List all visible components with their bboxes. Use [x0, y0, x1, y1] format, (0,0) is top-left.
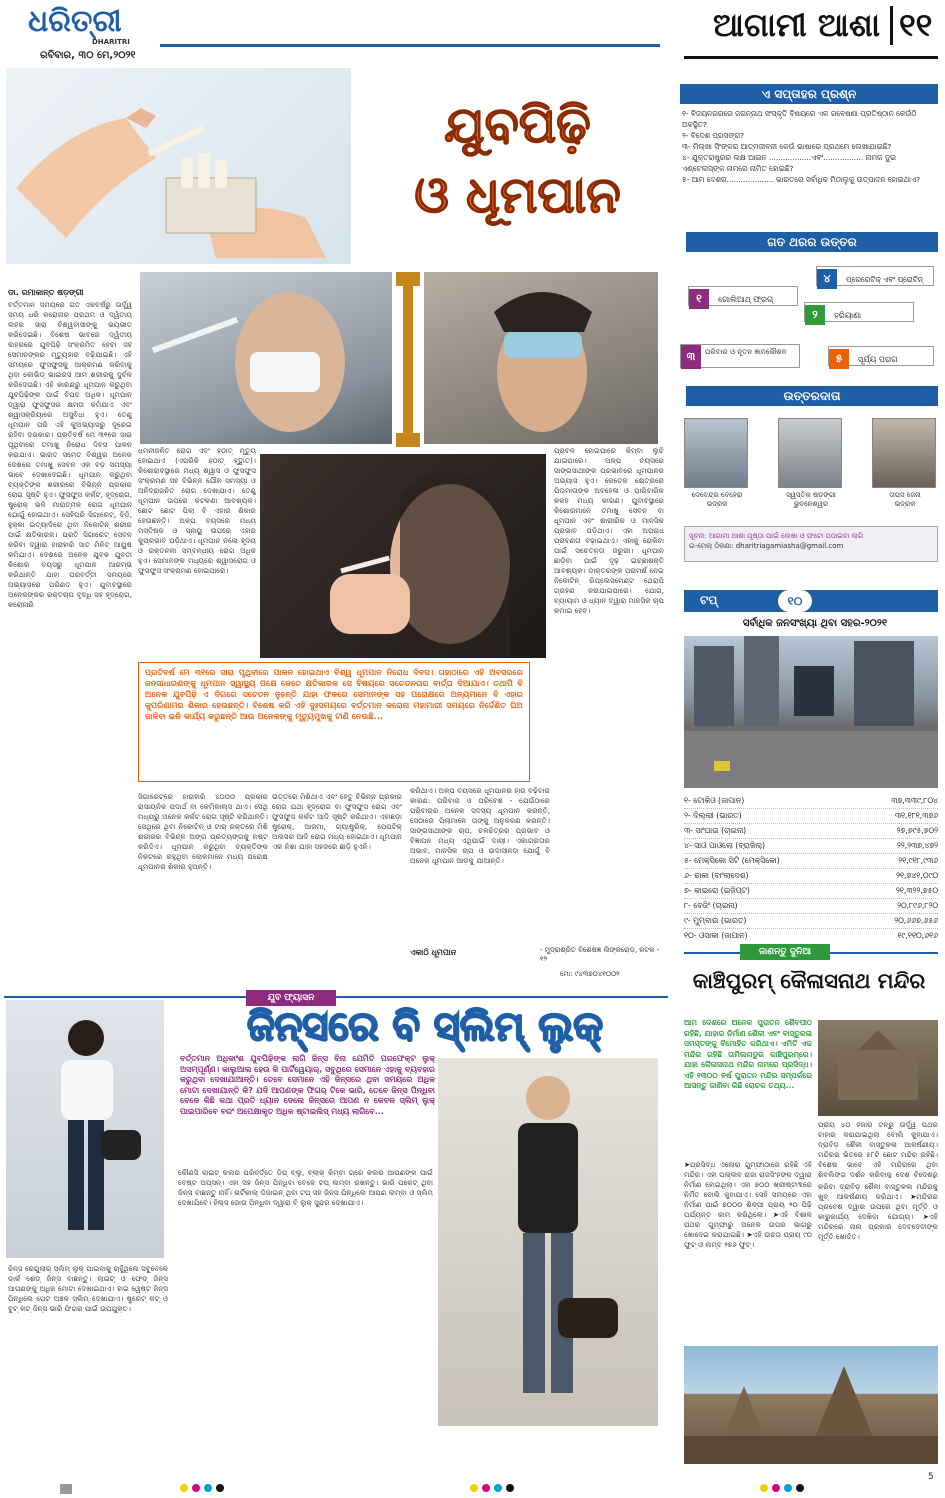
solver-place: ଭଦ୍ରକ	[894, 500, 916, 508]
author-phone: ମୋ: ୯୪୩୭୦୪୧୦୦୨	[560, 970, 620, 978]
top10-table	[684, 794, 938, 940]
logo-text: ଧରିତ୍ରୀ	[28, 4, 122, 39]
quiz-question: ୩- ମିଲ୍ଖା ସିଂଙ୍କର ଆତ୍ମଜୀବନୀ କେଉଁ ଭାଷାରେ ପ୍ରଥମେ ଲେଖାଯାଇଛି?	[682, 142, 892, 151]
top10-label: ଟପ୍	[700, 593, 718, 607]
pull-quote-text: ପ୍ରତିବର୍ଷ ମେ ୩୧ରେ ସାରା ପୃଥିବୀରେ ପାଳନ ହୋଇଥାଏ ବିଶ୍ୱ ଧୂମପାନ ନିରୋଧ ଦିବସ। ତାହାଠାରେ ଏହି ଅବସରରେ ଜନସାଧାରଣଙ୍କୁ ଧୂମପାନ ସ୍ୱାସ୍ଥ୍ୟ ପକ୍ଷେ କେତେ କ୍ଷତିକାରକ ସେ ବିଷୟରେ ସଚେତନତାର ବାର୍ତ୍ତା ଦିଆଯାଏ। ତଥାପି ବି ଅନେକ ଯୁବପିଢ଼ି ଏ ଦିଗରେ ସଚେତନ ନୁହନ୍ତି ଯାହା ଫଳରେ ସେମାନଙ୍କ ସହ ପରୋକ୍ଷରେ ଅନ୍ୟମାନେ ବି ଏହାର କୁପରିଣାମର ଶିକାର ହେଉଛନ୍ତି। ବିଶେଷ କରି ଏହି ଦୁଃସମୟରେ ବର୍ତ୍ତମାନ କରୋନା ମହାମାରୀ ସମୟରେ ନିର୍ଦ୍ଦେଶିତ ଘିଅ ଜାଳିବା ଭଳି କାର୍ଯ୍ୟ କରୁଛନ୍ତି ଆଉ ଅନେକଙ୍କୁ ମୃତ୍ୟୁମୁଖକୁ ଟାଣି ନେଉଛି...	[145, 667, 523, 721]
fashion-tag: ଯୁବ ଫ୍ୟାସନ	[246, 990, 336, 1006]
table-row	[684, 914, 938, 929]
quiz-question: ୫- ଆମ ଦେଶର.................... ଭାରତରେ ସର୍ବାଧିକ ମିଠାଲୁକୁ ଉତ୍ପାଦନ ହୋଇଥାଏ?	[682, 175, 920, 184]
fashion-body-mid: କୌଣସି ଲାଇଟ୍ କଲର ପରିବର୍ତ୍ତେ ଡିପ୍ ବ୍ଲୁ, ବ୍ଲାକ୍ କିମ୍ବା ଗ୍ରେ କଲର ଆପଣଙ୍କ ପାଇଁ ବେଷ୍ଟ ଅପ୍ସନ୍। ଏହା ସହ ଜିନ୍ସ ପିନ୍ଧିବା ବେଳେ ଟପ୍ ଲମ୍ବା ରଖନ୍ତୁ। ଭାରି ପକେଟ୍ ଥିବା ଜିନ୍ସ ବାଛନ୍ତୁ ନାହିଁ। ଭର୍ଟିକାଲ୍ ଡିଜାଇନ୍ ଥିବା ଟପ୍ ସହ ଜିନ୍ସ ପିନ୍ଧିଲେ ଆପଣ ଲମ୍ବା ଓ ସ୍ଲିମ୍ ଦେଖାଯିବେ। ହିଲ୍ସ ଜୋତା ପିନ୍ଧିବା ଦ୍ୱାରା ବି ଲୁକ୍ ସୁନ୍ଦର ଦେଖାଯାଏ।	[178, 1168, 433, 1207]
answer-text: ପ୍ରେରେଟିକ୍ ଏବଂ ପ୍ରୋଟିନ୍	[846, 275, 923, 284]
quiz-box	[680, 84, 938, 226]
city-pop: ୨୭,୭୯୫,୭୦୨	[896, 826, 938, 835]
answer-item	[804, 302, 914, 322]
solver-card	[872, 418, 938, 520]
kailasa-temple-photo	[684, 1346, 938, 1464]
answer-item	[828, 346, 934, 366]
solver-place: ଭୁବନେଶ୍ୱର	[793, 500, 829, 508]
world-body-right: କରିବା ଦ୍ରାବିଡ଼ ଶୈଳୀ ବାସ୍ତୁକଳା ମନ୍ଦିରକୁ ଖୁବ୍ ଆକର୍ଷଣୀୟ କରିଥାଏ। ➤ମନ୍ଦିରର ପ୍ରବେଶ ଦ୍ୱାର ଉପରେ ଥିବା ମୂର୍ତ୍ତି ଓ କାରୁକାର୍ଯ୍ୟ ଦେଖିବା ଯୋଗ୍ୟ। ➤ଏହି ମନ୍ଦିରରେ ନାନା ପ୍ରକାର ଦେବଦେବୀଙ୍କ ମୂର୍ତ୍ତି ଖୋଦିତ।	[818, 1182, 938, 1241]
answer-text: ପରିବାର ଓ ନୂତନ ଜ୍ଞାନକୌଶଳ	[705, 347, 787, 356]
no-smoking-illustration	[6, 68, 351, 264]
answer-text: ଗୋଲିଆଥ୍ ଫ୍ରଗ୍	[718, 295, 774, 304]
world-body-left: ➤ପ୍ରସିଦ୍ଧ ଏଲୋରା ଗୁମ୍ଫାଠାରେ ରହିଛି ଏହି ମନ୍ଦିର। ଏହା ପଲ୍ଲବ ରାଜା ରାଜସିଂହଙ୍କ ଦ୍ୱାରା ନିର୍ମାଣ ହୋଇଥିଲା। ଏହା ୭୦୦ ଖ୍ରୀଷ୍ଟାବ୍ଦରେ ନିର୍ମିତ ବୋଲି କୁହାଯାଏ। ସେହି ସମୟରେ ଏହା ନିର୍ମାଣ ପାଇଁ ୭୦୦୦ ଶିଳ୍ପୀ ପ୍ରାୟ ୨୦ ପିଢ଼ି ପର୍ଯ୍ୟନ୍ତ କାମ କରିଥିଲେ। ➤ଏହି ବିଶାଳ ପଥର ଗୁମ୍ଫାରୁ ଅନେକ ଉପର ଭାଗରୁ ଖୋଦେଇ କରାଯାଇଛି। ➤ଏହି ଉଚ୍ଚତା ପ୍ରାୟ ୯୦ ଫୁଟ୍ ଓ ଲମ୍ବ ୨୭୬ ଫୁଟ୍।	[684, 1160, 812, 1249]
world-headline: କାଞ୍ଚିପୁରମ୍ କୈଳାସନାଥ ମନ୍ଦିର	[692, 969, 926, 993]
table-row	[684, 809, 938, 824]
i-beam-graphic	[396, 272, 420, 447]
no-smoking-hand-photo	[6, 68, 351, 264]
footer-bar	[0, 1472, 945, 1498]
city-pop: ୩୭,୩୩୯,୮୦୪	[891, 796, 938, 805]
answer-item	[816, 266, 934, 286]
man-mask-smoking-photo	[424, 272, 658, 444]
logo	[28, 4, 158, 44]
quiz-question: ୨- ବିଦେଶ ପ୍ରସଙ୍ଗ?	[682, 131, 745, 140]
solvers-note	[684, 526, 938, 562]
article-col1: ବର୍ତ୍ତମାନ ସମୟରେ ଗତ ଏକବର୍ଷରୁ ଊର୍ଦ୍ଧ୍ୱ ସମୟ ଧରି କରୋନାର ପ୍ରଥମ ଓ ଦ୍ୱିତୀୟ ଲହର ସାରା ବିଶ୍ୱବାସୀଙ୍କୁ ଭୟଭୀତ କରିଦେଇଛି। ବିଶେଷ ଭାବରେ ଦ୍ୱିତୀୟ ଲହରରେ ଯୁବପିଢ଼ି ସଂକ୍ରମିତ ହେବା ସହ ସେମାନଙ୍କର ମୃତ୍ୟୁହାର ବଢ଼ିଯାଇଛି। ଏହି ସମୟରେ ଫୁସଫୁସକୁ ଆକ୍ରମଣ କରିବାକୁ ଥିବା କୋଭିଡ୍ ଭାଇରସ ଆମ ଶରୀରକୁ ଦୁର୍ବଳ କରିଦେଉଛି। ଏହି କାରଣରୁ ଧୂମପାନ କରୁଥିବା ଯୁବପିଢ଼ିଙ୍କ ପାଇଁ ବିପଦ ଅଧିକ। ଧୂମପାନ ଦ୍ୱାରା ଫୁସଫୁସର କ୍ଷମତା କମିଯାଏ ଏବଂ ଶ୍ୱାସକ୍ରିୟାରେ ଅସୁବିଧା ହୁଏ। ତେଣୁ ଧୂମପାନ ପରି ଏହି କୁଅଭ୍ୟାସରୁ ଦୂରେଇ ରହିବା ଦରକାର। ପ୍ରତିବର୍ଷ ମେ ୩୧ରେ ସାରା ପୃଥିବୀରେ ତମାଖୁ ନିରୋଧ ଦିବସ ପାଳନ କରାଯାଏ। ଭାରତ ସମେତ ବିଶ୍ୱର ଅନେକ ଦେଶରେ ତମାଖୁ ସେବନ ଏକ ବଡ଼ ସମସ୍ୟା ଭାବେ ଦେଖାଦେଇଛି। ଧୂମପାନ କରୁଥିବା ବ୍ୟକ୍ତିଙ୍କ ଶରୀରରେ ବିଭିନ୍ନ ପ୍ରକାର ରୋଗ ସୃଷ୍ଟି ହୁଏ। ଫୁସଫୁସ କର୍କଟ, ହୃଦ୍ରୋଗ, ଷ୍ଟ୍ରୋକ୍ ଭଳି ମାରାତ୍ମକ ରୋଗ ଧୂମପାନ ଯୋଗୁଁ ହୋଇଥାଏ। ସେହିପରି ସିଗାରେଟ୍, ବିଡ଼ି, ହୁକ୍କା ଇତ୍ୟାଦିରେ ଥିବା ନିକୋଟିନ୍ ଶରୀର ପାଇଁ କ୍ଷତିକାରକ। ପ୍ରତି ସିଗାରେଟ୍ ସେବନ କରିବା ଦ୍ୱାରା ହାରାହାରି ସାତ ମିନିଟ୍ ଆୟୁଷ କମିଯାଏ। ଦେଶରେ ଅନେକ ଯୁବକ ଯୁବତୀ କିଶୋର ବୟସରୁ ଧୂମପାନ ଆରମ୍ଭ କରିଥାନ୍ତି ଯାହା ପରବର୍ତ୍ତୀ ସମୟରେ ଅଭ୍ୟାସରେ ପରିଣତ ହୁଏ। ଯୁବାବସ୍ଥାରେ ଅନେକଙ୍କର ରକ୍ତଚାପ ବୃଦ୍ଧି ସହ ହୃଦ୍ରୋଗ, କରୋନାରି	[8, 300, 132, 609]
fashion-body-left: ଜିନ୍ସ ରେଗୁଲାର୍ ସ୍ଲିମ୍ ଲୁକ୍ ପାଇବାକୁ ଚାହୁଁଥିଲେ ସବୁବେଳେ ଡାର୍କ ଶେଡ୍ ଜିନ୍ସ ବାଛନ୍ତୁ। ଲାଇଟ୍ ଓ ଫେଡ୍ ଜିନ୍ସ ଆପଣଙ୍କୁ ଅଧିକ ମୋଟା ଦେଖାଇଥାଏ। ହାଇ ୱେଷ୍ଟ ଜିନ୍ସ ପିନ୍ଧିଲେ ପେଟ ଅଞ୍ଚଳ ସ୍ଲିମ୍ ଦେଖାଯାଏ। ଷ୍ଟ୍ରେଟ୍ କଟ୍ ଓ ବୁଟ୍ କଟ୍ ଜିନ୍ସ ଭାରି ଫିଗର ପାଇଁ ଉପଯୁକ୍ତ।	[8, 1264, 168, 1313]
table-row	[684, 839, 938, 854]
solver-place: ଭଦ୍ରକ	[706, 500, 728, 508]
city-name: ୩- ସାଂଘାଇ (ଚାଇନା)	[684, 826, 747, 835]
city-pop: ୨୧,୯୧୮,୯୩୬	[898, 856, 938, 865]
table-row	[684, 929, 938, 943]
kailasa-temple-aerial-photo	[818, 1020, 938, 1116]
issue-date: ରବିବାର, ୩୦ ମେ,୨୦୨୧	[40, 50, 136, 61]
answers-title: ଗତ ଥରର ଉତ୍ତର	[686, 232, 938, 252]
solver-card	[684, 418, 750, 520]
city-name: ୮- ବେଜିଂ (ଚାଇନା)	[684, 901, 738, 910]
fashion-intro: ବର୍ତ୍ତମାନ ଅଧିକାଂଶ ଯୁବପିଢ଼ିଙ୍କ ଲାଗି ଜିନ୍ସ ବିନା ଯେମିତି ପରଫେକ୍ଟ ଲୁକ୍ ଅସମ୍ପୂର୍ଣ୍ଣ। କାଲୁଆଲ ହେଉ କି ପାର୍ଟିୱେୟାର୍, ସବୁଥିରେ ସେମାନେ ଏହାକୁ ବ୍ୟବହାର କରୁଥିବା ଦେଖାଯାଆନ୍ତି। ତେବେ ସେମାନେ ଏହି ଜିନ୍ସରେ ଥିବା ସମୟରେ ଅଧିକ ମୋଟା ଦେଖାଯାନ୍ତି କି? ଯଦି ଆପଣଙ୍କ ଫିଗର୍ ଟିକେ ଭାରି, ତେବେ ଜିନ୍ସ ପିନ୍ଧିବା ବେଳେ କିଛି କଥା ପ୍ରତି ଧ୍ୟାନ ଦେଲେ ଜିନ୍ସରେ ଆପଣ ନ କେବଳ ସ୍ଲିମ୍ ଲୁକ୍ ପାଇପାରିବେ ବରଂ ଅପେକ୍ଷାକୃତ ଅଧିକ ଷ୍ଟାଇଲିସ୍ ମଧ୍ୟ ଲାଗିବେ...	[180, 1054, 435, 1116]
city-name: ୧୦- ଓସାକା (ଜାପାନ)	[684, 931, 748, 940]
table-row	[684, 884, 938, 899]
city-name: ୧- ଟୋକିଓ (ଜାପାନ)	[684, 796, 745, 805]
top10-header	[684, 590, 938, 612]
city-pop: ୨୨,୨୩୭,୪୭୨	[896, 841, 938, 850]
answer-num: ୪	[817, 269, 837, 289]
world-side-text: ପ୍ରାୟ ୪୦ ହଜାର ଟନ୍‌ରୁ ଊର୍ଦ୍ଧ୍ୱ ପଥର ବାହାର କରାଯାଇଥିଲା ବୋଲି କୁହାଯାଏ। ଦ୍ରାବିଡ଼ ଶୈଳୀ ବାସ୍ତୁକଳା ଆକର୍ଷଣୀୟ। ମନ୍ଦିରର ଭିତରେ ୫୮ଟି ଛୋଟ ମନ୍ଦିର ରହିଛି। ବିଶେଷ ଭାବେ ଏହି ମନ୍ଦିରରେ ଥିବା ଶିବଲିଙ୍ଗ ଦର୍ଶନ କରିବାକୁ ଦେଶ ବିଦେଶରୁ	[818, 1120, 938, 1178]
answers-area	[680, 256, 938, 376]
city-pop: ୨୦,୮୯୬,୮୨୦	[897, 901, 938, 910]
answer-num: ୧	[689, 289, 709, 309]
section-rule	[684, 56, 938, 59]
footer-page-num: 5	[928, 1472, 934, 1482]
answer-text: ହରିୟାଣା	[834, 311, 862, 320]
smoker-with-mask-photo	[140, 272, 392, 444]
answer-item	[688, 286, 798, 306]
city-pop: ୧୯,୧୧୦,୬୧୬	[897, 931, 938, 940]
world-tag: ଜାଣନ୍ତୁ ଦୁନିଆ	[740, 944, 830, 960]
page-number: ୧୧	[890, 6, 932, 45]
city-name: ୪- ସାଓ ପାଓଲୋ (ବ୍ରାଜିଲ୍)	[684, 841, 766, 850]
quiz-list	[680, 104, 938, 189]
answer-num: ୨	[805, 305, 825, 325]
fashion-headline: ଜିନ୍ସରେ ବି ସ୍ଲିମ୍ ଲୁକ୍	[247, 1004, 603, 1050]
solver-name: ସ୍ୱସ୍ତିକ ଷଡ଼ଙ୍ଗୀ	[786, 491, 836, 499]
headline-line1: ଯୁବପିଢ଼ି	[444, 95, 591, 154]
note-line1: ସୂଚନା: ଆଗାମୀ ଆଶା ପୃଷ୍ଠା ପାଇଁ ଲେଖା ଓ ଫଟୋ ପଠାଇବା ଲାଗି	[689, 532, 864, 540]
pull-quote	[138, 662, 530, 782]
city-pop: ୨୧,୩୨୨,୭୫୦	[895, 886, 938, 895]
author-note: - ମୁଦ୍ରାଶ୍ରିତ ବିଶେଷଜ୍ଞ ଲିଙ୍କରୋଡ଼, କଟକ - ୧୨	[540, 946, 660, 963]
note-line2: ଇ-ମେଲ୍ ଠିକଣା: dharitriagamiasha@gmail.com	[689, 542, 844, 550]
top10-num: ୧୦	[778, 590, 812, 612]
quiz-question: ୧- ବିଜୟନଗରରେ ଜଗନ୍ନାଥ ସଂସ୍କୃତି ବିଷୟରେ ଏକ ଗବେଷଣା ପ୍ରତିଷ୍ଠାନ କେଉଁଠି ଅବସ୍ଥିତ?	[682, 109, 917, 129]
quiz-title: ଏ ସପ୍ତାହର ପ୍ରଶ୍ନ	[680, 84, 938, 104]
answer-num: ୩	[681, 345, 701, 369]
world-intro: ଆମ ଦେଶରେ ଅନେକ ପୁରାତନ ଶୈବପୀଠ ରହିଛି, ଯାହାର ନିର୍ମାଣ ଶୈଳୀ ଏବଂ ବାସ୍ତୁକଳା ସମସ୍ତଙ୍କୁ ବିମୋହିତ କରିଥାଏ। ଏମିତି ଏକ ମନ୍ଦିର ରହିଛି ତାମିଲନାଡୁର କାଞ୍ଚିପୁରମ୍‌ରେ। ଯାହା କୈଳାସନାଥ ମନ୍ଦିର ନାମରେ ପ୍ରସିଦ୍ଧ। ଏହି ୧୩୦୦ ବର୍ଷ ପୁରାତନ ମନ୍ଦିର ସମ୍ପର୍କରେ ଆସନ୍ତୁ ଜାଣିବା କିଛି ରୋଚକ ତଥ୍ୟ...	[684, 1018, 812, 1090]
ekati-subhead: ଏକାଠି ଧୂମପାନ	[410, 948, 457, 957]
top10-title: ସର୍ବାଧିକ ଜନସଂଖ୍ୟା ଥିବା ସହର-୨୦୨୧	[742, 618, 888, 629]
city-name: ୨- ଦିଲ୍ଲୀ (ଭାରତ)	[684, 811, 742, 820]
solver-name: ତାପସ ଜେନା	[889, 491, 921, 499]
masthead-rule	[160, 44, 660, 47]
city-pop: ୨୦,୬୬୭,୬୫୬	[894, 916, 938, 925]
headline-line2: ଓ ଧୂମପାନ	[414, 165, 621, 224]
headline-block	[370, 90, 665, 260]
table-row	[684, 899, 938, 914]
avatar	[778, 418, 842, 488]
logo-sub: DHARITRI	[92, 38, 130, 46]
city-name: ୭- କାଇରୋ (ଇଜିପ୍ଟ)	[684, 886, 750, 895]
article-col-mid-a: ସିଗାରେଟ୍‌ରେ ହାରାହାରି ୪୦୦୦ ପ୍ରକାର ରାସାୟନିକ ପଦାର୍ଥ ବା କେମିକାଲ୍ସ ଥାଏ। ସେଥି ମଧ୍ୟରୁ ଅନେକ କର୍କଟ ରୋଗ ସୃଷ୍ଟି କରିଥାନ୍ତି। ସେଥିରେ ଥିବା ନିକୋଟିନ୍ ଓ ଟାର୍ ରକ୍ତରେ ମିଶି ଶରୀରର ବିଭିନ୍ନ ଅଙ୍ଗ ପ୍ରତ୍ୟଙ୍ଗକୁ ନଷ୍ଟ କରିଦିଏ। ଧୂମପାନ କରୁଥିବା ବ୍ୟକ୍ତିଙ୍କ ନିକଟରେ ରହୁଥିବା ଲୋକମାନେ ମଧ୍ୟ ପରୋକ୍ଷ ଧୂମପାନର ଶିକାର ହୁଅନ୍ତି।	[138, 792, 268, 871]
city-name: ୫- ମେକ୍ସିକୋ ସିଟି (ମେକ୍ସିକୋ)	[684, 856, 780, 865]
article-col-mid-b: ଉତ୍ତରେ ମିଶିଥାଏ ଏବଂ ହେତୁ ବିଭିନ୍ନ ପ୍ରକାର ରୋଗ ଯଥା ହୃଦ୍ରୋଗ ବା ଫୁସଫୁସ ରୋଗ ଏବଂ ଫୁସଫୁସ କର୍କଟ ଆଦି ସୃଷ୍ଟି କରିଥାଏ। ଏହାଛଡ଼ା ଷ୍ଟ୍ରୋକ୍, ଆଜମା, ଗ୍ୟାଷ୍ଟ୍ରିକ୍, ପେପଟିକ୍ ଅଲସର ଆଦି ରୋଗ ମଧ୍ୟ ହୋଇଥାଏ। ଧୂମପାନ ଏକ ନିଶା ଯାହା ସହଜରେ ଛାଡ଼ି ହୁଏନି।	[272, 792, 402, 851]
solvers-title: ଉତ୍ତରଦାତା	[686, 386, 938, 406]
man-jeans-photo	[438, 1058, 658, 1426]
avatar	[684, 418, 748, 488]
city-pop: ୨୧,୭୪୧,୦୯୦	[896, 871, 938, 880]
answer-item	[680, 344, 800, 368]
city-name: ୬- ଢାକା (ବାଂଲାଦେଶ)	[684, 871, 749, 880]
byline: ଡା. ରମାକାନ୍ତ ଷଡ଼ଙ୍ଗୀ	[8, 288, 84, 297]
woman-refusing-cigarette-photo	[260, 454, 546, 658]
city-pop: ୩୧,୧୮୧,୩୭୬	[894, 811, 938, 820]
article-col2: ଧମନୀଜନିତ ରୋଗ ଏବଂ ହଠାତ୍ ମୃତ୍ୟୁ ହୋଇଥାଏ (ଏପରିକି ହଠାତ୍ ହୃଦ୍ଘାତ)। କିଶୋରାବସ୍ଥାରେ ମଧ୍ୟ ଶ୍ୱାସ ଓ ଫୁସଫୁସ ସଂକ୍ରମଣ ସହ ବିଭିନ୍ନ ଯୌନ ସମସ୍ୟା ଓ ଅନିଦ୍ରାଜନିତ ରୋଗ ଦେଖାଯାଏ। ତେଣୁ ଧୂମପାନ ଉପରେ କଟକଣା ଆବଶ୍ୟକ। ଛୋଟ ଛୋଟ ପିଲା ବି ଏହାର ଶିକାର ହେଉଛନ୍ତି। ଅଳ୍ପ ବୟସରେ ମଧ୍ୟ ମସ୍ତିଷ୍କ ଓ ସ୍ନାୟୁ ଉପରେ ଏହାର କୁପ୍ରଭାବ ପଡ଼ିଥାଏ। ଧୂମପାନ ନଲୋ ହୃଦୟ ଓ ରକ୍ତନଳୀ ସମ୍ବନ୍ଧୀୟ ରୋଗ ଅଧିକ ହୁଏ। ସେମାନଙ୍କ ମଧ୍ୟରେ ଶ୍ୱାସରୋଗ ଓ ଫୁସଫୁସ ସଂକ୍ରମଣ ହୋଇପାରେ।	[138, 446, 256, 575]
table-row	[684, 794, 938, 809]
avatar	[872, 418, 936, 488]
solver-name: ଦେବେନ୍ଦ୍ର ବେହେରା	[691, 491, 743, 499]
table-row	[684, 854, 938, 869]
answer-num: ୫	[829, 349, 849, 369]
quiz-question: ୪- ଯୁକ୍ତରାଷ୍ଟ୍ରର ଲକ୍ଷ ଆଇନ ..................ଏବଂ................. ନାମକ ଦୁଇ ଏଣ୍ଟେଲସ୍ଙ୍କ ନାମରେ ନାମିତ ହୋଇଛି?	[682, 153, 897, 173]
tokyo-crossing-photo	[684, 636, 938, 788]
fashion-divider	[4, 996, 668, 998]
section-title: ଆଗାମୀ ଆଶା	[713, 6, 880, 44]
table-row	[684, 869, 938, 884]
masthead	[0, 0, 945, 62]
article-col-right-b: ପ୍ରବଳ ହୋଇପାରେ କିମ୍ବା ଲୁଚି ଯାଇପାରେ। ଅଳ୍ପ ବୟସରେ ସାଙ୍ଗସାଥୀଙ୍କ ପ୍ରଭାବରେ ଧୂମପାନର ଅଭ୍ୟାସ ହୁଏ। କେତେକ କ୍ଷେତ୍ରରେ ପିତାମାତାଙ୍କ ଅବହେଳା ଓ ପାରିବାରିକ କଳହ ମଧ୍ୟ କାରଣ। ଯୁବାବସ୍ଥାରେ କିଶୋରମାନେ ତମାଖୁ ସେବନ ବା ଧୂମପାନ ଏବଂ ଶାରୀରିକ ଓ ମାନସିକ ପ୍ରଭାବ ପଡ଼ିଥାଏ। ଏହା ଅପରାଧ ପ୍ରବଣତା ବଢ଼ାଇଥାଏ। ଏହାକୁ ରୋକିବା ପାଇଁ ସଚେତନତା ଜରୁରୀ। ଧୂମପାନ ଛାଡ଼ିବା ପାଇଁ ଦୃଢ଼ ଇଚ୍ଛାଶକ୍ତି ଆବଶ୍ୟକ। ଡାକ୍ତରଙ୍କ ପରାମର୍ଶ ନେଇ ନିକୋଟିନ୍ ରିପ୍ଲେସମେଣ୍ଟ ଥେରାପି ଗ୍ରହଣ କରାଯାଇପାରେ। ଯୋଗ, ବ୍ୟାୟାମ ଓ ଧ୍ୟାନ ଦ୍ୱାରା ମାନସିକ ଚାପ କମାଇ ହେବ।	[554, 446, 664, 615]
woman-jeans-photo	[6, 1000, 164, 1258]
article-col-right-a: କରିଥାଏ। ଅଳ୍ପ ବୟସରେ ଧୂମପାନର ହାର ବଢ଼ିବାର କାରଣ: ପରିବାର ଓ ପରିବେଶ - ଯେଉଁଠାରେ ପରିବାରର ଅନେକ ସଦସ୍ୟ ଧୂମପାନ କରନ୍ତି, ସେଠାରେ ପିଲାମାନେ ତାଙ୍କୁ ଅନୁକରଣ କରନ୍ତି। ସାଙ୍ଗସାଥୀଙ୍କ ଚାପ, ଚଳଚ୍ଚିତ୍ରର ପ୍ରଭାବ ଓ ବିଜ୍ଞାପନ ମଧ୍ୟ ଏଥିପାଇଁ ଦାୟୀ। ଏକାଗ୍ରତାର ଅଭାବ, ମାନସିକ ଚାପ ଓ ଉଦାସୀନତା ଯୋଗୁଁ ବି ଅନେକ ଧୂମପାନ ଆଡ଼କୁ ଯାଆନ୍ତି।	[410, 786, 550, 865]
table-row	[684, 824, 938, 839]
solver-card	[778, 418, 844, 520]
city-name: ୯- ମୁମ୍ବାଇ (ଭାରତ)	[684, 916, 747, 925]
answer-text: ସୂର୍ଯ୍ୟ ପରାଗ	[858, 355, 898, 364]
